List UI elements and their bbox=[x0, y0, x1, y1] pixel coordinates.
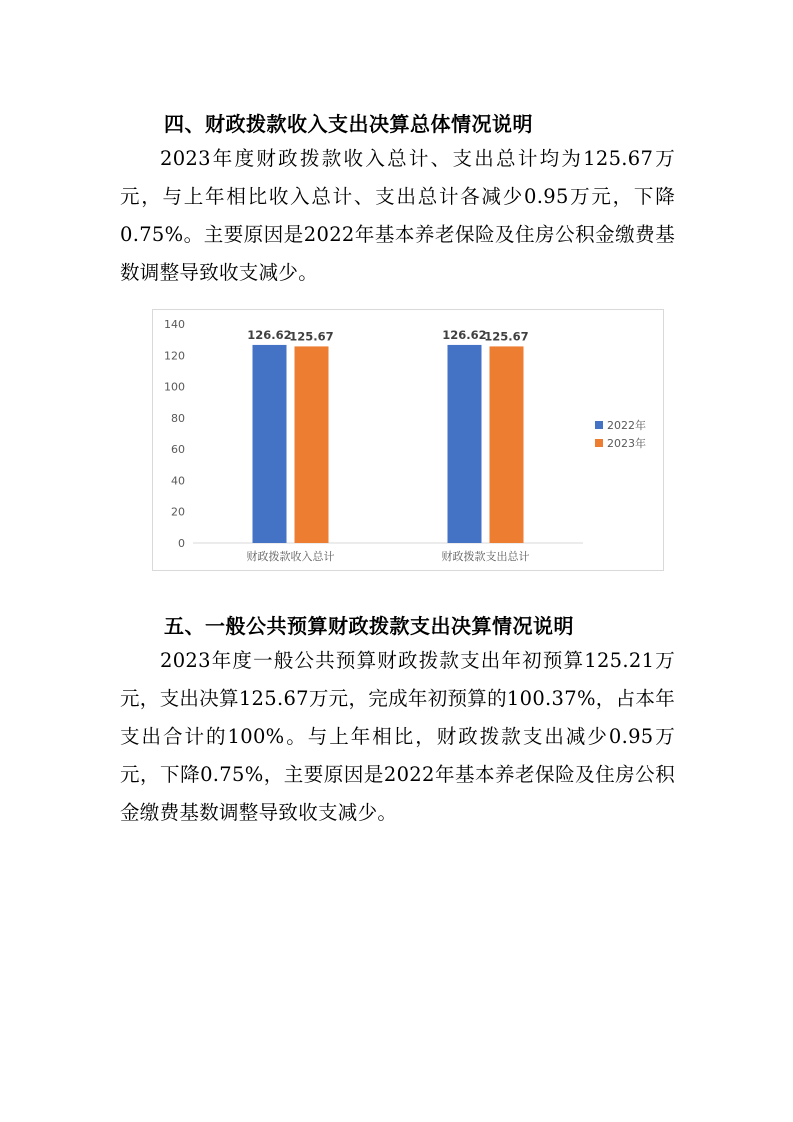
funding-chart-svg bbox=[153, 310, 663, 570]
funding-chart bbox=[152, 309, 664, 571]
legend-swatch-2022 bbox=[595, 421, 603, 429]
y-tick-label: 60 bbox=[171, 443, 185, 457]
y-tick-label: 120 bbox=[164, 349, 185, 363]
legend-label-2022: 2022年 bbox=[607, 419, 646, 432]
category-label: 财政拨款收入总计 bbox=[246, 550, 335, 563]
bar-2022-2 bbox=[448, 345, 482, 543]
y-tick-label: 100 bbox=[164, 380, 185, 394]
section5-heading: 五、一般公共预算财政拨款支出决算情况说明 bbox=[164, 614, 574, 638]
y-tick-label: 20 bbox=[171, 505, 185, 519]
bar-2023-1 bbox=[295, 346, 329, 543]
bar-2023-2 bbox=[490, 346, 524, 543]
y-tick-label: 140 bbox=[164, 318, 185, 331]
section4-paragraph: 2023年度财政拨款收入总计、支出总计均为125.67万元，与上年相比收入总计、支出总计各减少0.95万元，下降0.75%。主要原因是2022年基本养老保险及住房公积金缴费基数调整导致收支减少。 bbox=[120, 147, 675, 284]
bar-value-label: 126.62 bbox=[442, 327, 487, 342]
section5-paragraph: 2023年度一般公共预算财政拨款支出年初预算125.21万元，支出决算125.67万元，完成年初预算的100.37%，占本年支出合计的100%。与上年相比，财政拨款支出减少0.95万元，下降0.75%，主要原因是2022年基本养老保险及住房公积金缴费基数调整导致收支减少。 bbox=[120, 649, 675, 824]
legend-item-2023 bbox=[595, 434, 646, 452]
legend-item-2022 bbox=[595, 416, 646, 434]
legend-label-2023: 2023年 bbox=[607, 437, 646, 450]
y-tick-label: 40 bbox=[171, 474, 185, 488]
bar-value-label: 125.67 bbox=[484, 329, 529, 344]
legend-swatch-2023 bbox=[595, 439, 603, 447]
y-tick-label: 80 bbox=[171, 411, 185, 425]
chart-legend bbox=[595, 416, 646, 452]
y-tick-label: 0 bbox=[178, 537, 185, 550]
bar-value-label: 125.67 bbox=[289, 329, 334, 344]
category-label: 财政拨款支出总计 bbox=[441, 550, 530, 563]
bar-2022-1 bbox=[253, 345, 287, 543]
section4-heading: 四、财政拨款收入支出决算总体情况说明 bbox=[164, 112, 533, 136]
bar-value-label: 126.62 bbox=[247, 327, 292, 342]
